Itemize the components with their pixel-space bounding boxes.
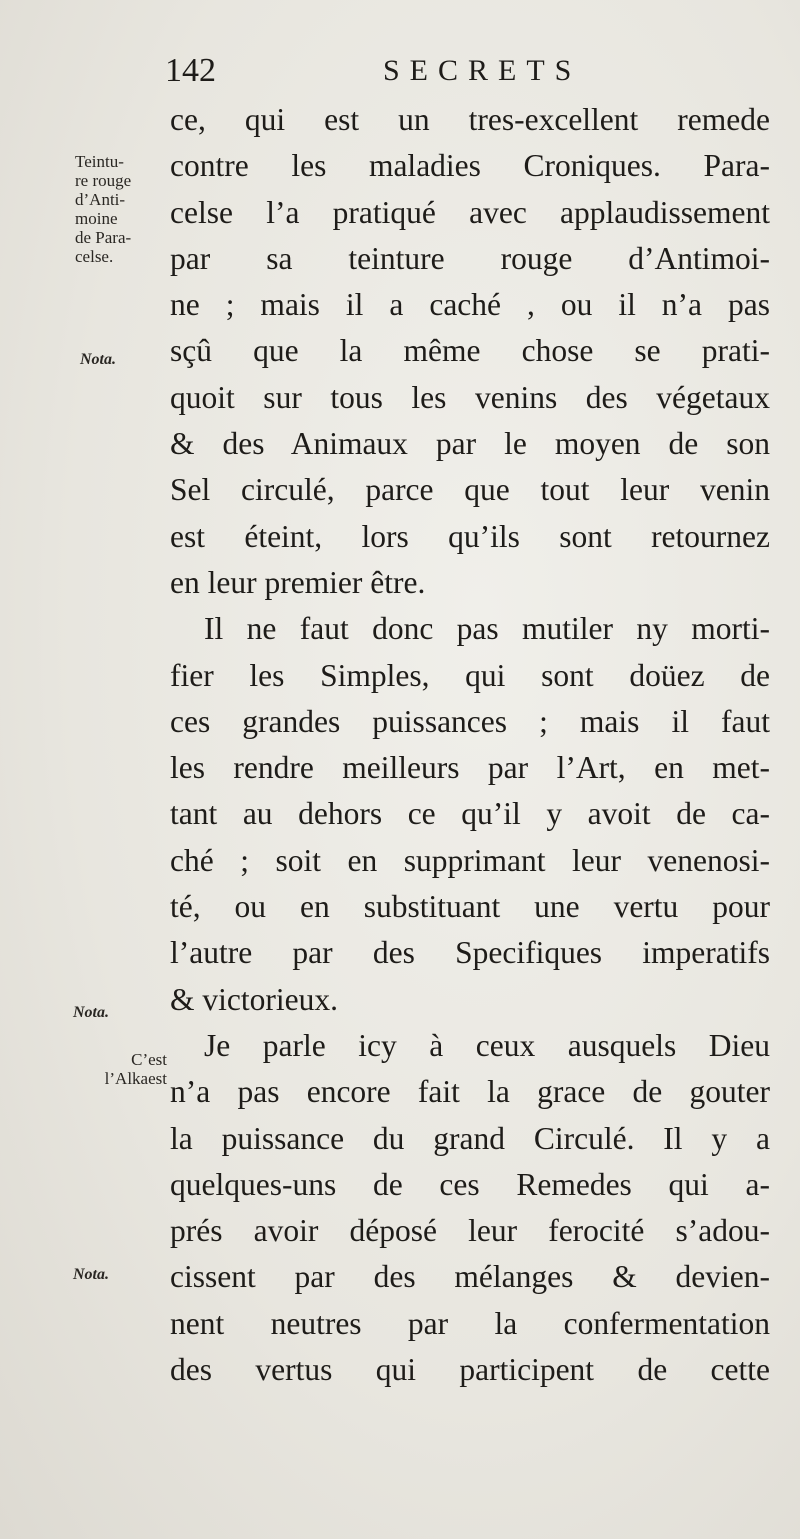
- text-line: les rendre meilleurs par l’Art, en met-: [170, 750, 770, 786]
- margin-note-nota-3: Nota.: [73, 1266, 109, 1283]
- text-line: Je parle icy à ceux ausquels Dieu: [204, 1027, 770, 1063]
- margin-note-line: celse.: [75, 247, 114, 266]
- page-number: 142: [165, 52, 216, 89]
- text-line: en leur premier être.: [170, 564, 426, 600]
- text-line: quoit sur tous les venins des végetaux: [170, 379, 770, 415]
- text-line: nent neutres par la confermentation: [170, 1305, 770, 1341]
- margin-note-line: moine: [75, 209, 118, 228]
- text-line: ne ; mais il a caché , ou il n’a pas: [170, 287, 770, 323]
- text-line: ces grandes puissances ; mais il faut: [170, 703, 770, 739]
- margin-note-line: de Para-: [75, 228, 132, 247]
- text-line: la puissance du grand Circulé. Il y a: [170, 1120, 770, 1156]
- margin-note-line: re rouge: [75, 171, 132, 190]
- text-line: té, ou en substituant une vertu pour: [170, 889, 770, 925]
- text-line: n’a pas encore fait la grace de gouter: [170, 1074, 770, 1110]
- text-line: cissent par des mélanges & devien-: [170, 1259, 770, 1295]
- margin-note-teinture: [75, 152, 167, 266]
- margin-note-nota-1: Nota.: [80, 351, 116, 368]
- text-line: contre les maladies Croniques. Para-: [170, 148, 770, 184]
- text-line: l’autre par des Specifiques imperatifs: [170, 935, 770, 971]
- text-line: Sel circulé, parce que tout leur venin: [170, 472, 770, 508]
- margin-note-line: C’est: [131, 1050, 167, 1069]
- text-line: des vertus qui participent de cette: [170, 1352, 770, 1388]
- body-text: [170, 97, 770, 1393]
- text-line: ché ; soit en supprimant leur venenosi-: [170, 842, 770, 878]
- text-line: & victorieux.: [170, 981, 338, 1017]
- text-line: quelques-uns de ces Remedes qui a-: [170, 1166, 770, 1202]
- text-line: Il ne faut donc pas mutiler ny morti-: [204, 611, 770, 647]
- text-line: est éteint, lors qu’ils sont retournez: [170, 518, 770, 554]
- margin-note-line: d’Anti-: [75, 190, 126, 209]
- margin-note-line: l’Alkaest: [104, 1069, 167, 1088]
- margin-note-alkaest: [55, 1050, 167, 1088]
- text-line: fier les Simples, qui sont doüez de: [170, 657, 770, 693]
- margin-note-line: Teintu-: [75, 152, 124, 171]
- text-line: sçû que la même chose se prati-: [170, 333, 770, 369]
- text-line: prés avoir déposé leur ferocité s’adou-: [170, 1213, 770, 1249]
- margin-note-nota-2: Nota.: [73, 1004, 109, 1021]
- text-line: tant au dehors ce qu’il y avoit de ca-: [170, 796, 770, 832]
- page-header: [165, 52, 765, 102]
- running-title: SECRETS: [383, 54, 582, 87]
- text-line: par sa teinture rouge d’Antimoi-: [170, 240, 770, 276]
- text-line: ce, qui est un tres-excellent remede: [170, 102, 770, 137]
- text-line: & des Animaux par le moyen de son: [170, 426, 770, 462]
- text-line: celse l’a pratiqué avec applaudissement: [170, 194, 770, 230]
